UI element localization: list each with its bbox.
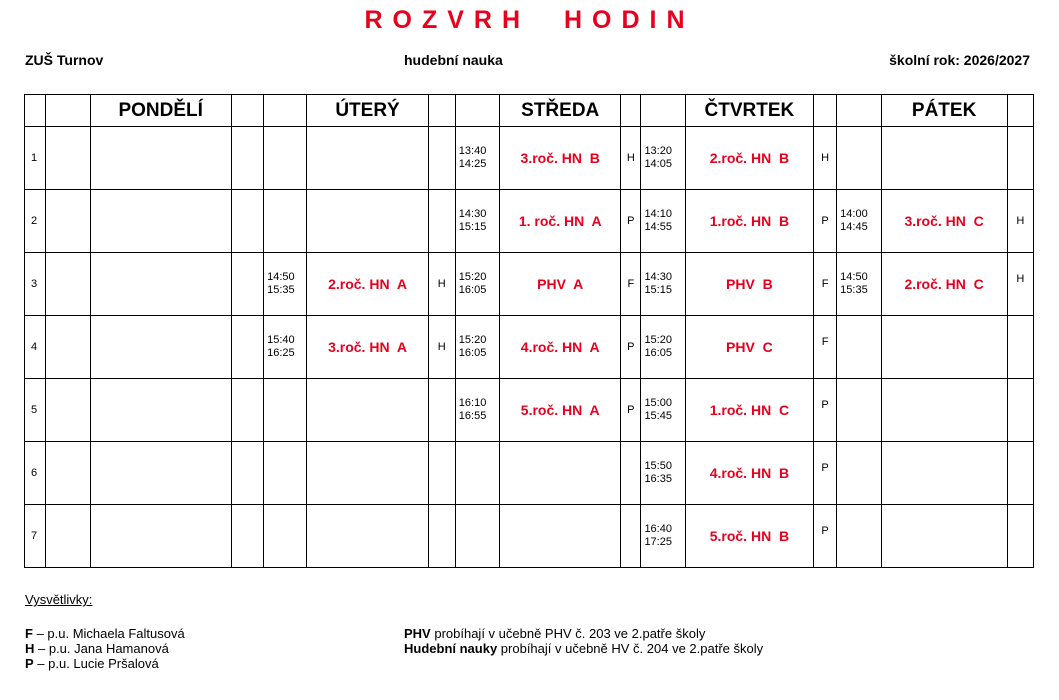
teacher-cell-thursday: P — [813, 505, 836, 568]
period-number: 5 — [25, 379, 46, 442]
note-bold: Hudební nauky — [404, 641, 498, 656]
legend-text: – p.u. Jana Hamanová — [34, 641, 169, 656]
start-time: 15:50 — [644, 460, 672, 472]
legend-code: F — [25, 626, 33, 641]
header-time-cell — [455, 95, 499, 127]
header-num-cell — [25, 95, 46, 127]
end-time: 14:55 — [644, 221, 672, 233]
end-time: 15:15 — [644, 284, 672, 296]
table-row — [25, 379, 1034, 442]
time-cell-wednesday — [455, 379, 499, 442]
page-title — [0, 4, 1059, 36]
teacher-cell-tuesday: H — [428, 253, 455, 316]
time-cell-wednesday — [455, 316, 499, 379]
teacher-cell-wednesday: P — [621, 316, 641, 379]
day-header-monday: PONDĚLÍ — [90, 95, 231, 127]
lesson-cell-tuesday: 2.roč. HN A — [307, 253, 428, 316]
end-time: 16:35 — [644, 473, 672, 485]
time-cell-wednesday — [455, 127, 499, 190]
legend-text: – p.u. Michaela Faltusová — [32, 626, 185, 641]
teacher-cell-tuesday — [428, 505, 455, 568]
header-teacher-cell — [621, 95, 641, 127]
legend-item — [25, 627, 185, 641]
time-cell-friday — [837, 379, 881, 442]
teacher-cell-tuesday — [428, 379, 455, 442]
end-time: 15:15 — [458, 221, 487, 233]
time-cell-monday — [46, 505, 90, 568]
lesson-cell-thursday: 4.roč. HN B — [685, 442, 813, 505]
lesson-cell-friday — [881, 316, 1007, 379]
table-row — [25, 442, 1034, 505]
lesson-cell-thursday: 1.roč. HN B — [685, 190, 813, 253]
lesson-cell-monday — [90, 253, 231, 316]
teacher-cell-wednesday: H — [621, 127, 641, 190]
teacher-cell-monday — [231, 505, 263, 568]
legend-note — [404, 642, 763, 656]
legend-item — [25, 657, 159, 671]
teacher-cell-monday — [231, 190, 263, 253]
end-time: 16:05 — [644, 347, 672, 359]
lesson-cell-wednesday: 1. roč. HN A — [500, 190, 621, 253]
time-cell-tuesday — [264, 379, 307, 442]
time-cell-thursday — [641, 505, 685, 568]
end-time: 15:35 — [267, 284, 295, 296]
period-number: 1 — [25, 127, 46, 190]
lesson-cell-thursday: 5.roč. HN B — [685, 505, 813, 568]
time-cell-thursday — [641, 127, 685, 190]
teacher-cell-friday — [1007, 442, 1033, 505]
time-cell-thursday — [641, 442, 685, 505]
start-time: 14:50 — [267, 271, 295, 283]
lesson-cell-wednesday: PHV A — [500, 253, 621, 316]
start-time: 14:50 — [840, 271, 868, 283]
header-time-cell — [641, 95, 685, 127]
start-time: 16:40 — [644, 523, 672, 535]
time-cell-tuesday — [264, 316, 307, 379]
teacher-cell-monday — [231, 379, 263, 442]
table-row — [25, 316, 1034, 379]
time-cell-friday — [837, 253, 881, 316]
time-cell-monday — [46, 190, 90, 253]
header-time-cell — [837, 95, 881, 127]
lesson-cell-thursday: PHV C — [685, 316, 813, 379]
time-cell-tuesday — [264, 190, 307, 253]
lesson-cell-friday — [881, 379, 1007, 442]
teacher-cell-thursday: F — [813, 316, 836, 379]
end-time: 16:55 — [458, 410, 487, 422]
time-cell-tuesday — [264, 442, 307, 505]
teacher-cell-thursday: F — [813, 253, 836, 316]
end-time: 16:05 — [458, 284, 487, 296]
teacher-cell-friday — [1007, 316, 1033, 379]
start-time: 14:10 — [644, 208, 672, 220]
lesson-cell-friday: 3.roč. HN C — [881, 190, 1007, 253]
note-text: probíhají v učebně PHV č. 203 ve 2.patře školy — [430, 626, 706, 641]
teacher-cell-wednesday: P — [621, 190, 641, 253]
lesson-cell-wednesday: 5.roč. HN A — [500, 379, 621, 442]
time-cell-monday — [46, 127, 90, 190]
time-cell-monday — [46, 316, 90, 379]
end-time: 14:25 — [458, 158, 487, 170]
start-time: 14:30 — [458, 208, 487, 220]
title-word-1: ROZVRH — [364, 6, 530, 34]
time-cell-wednesday — [455, 442, 499, 505]
legend-code: P — [25, 656, 34, 671]
teacher-cell-tuesday — [428, 127, 455, 190]
lesson-cell-tuesday — [307, 127, 428, 190]
header-teacher-cell — [428, 95, 455, 127]
lesson-cell-thursday: 2.roč. HN B — [685, 127, 813, 190]
school-name: ZUŠ Turnov — [25, 52, 104, 68]
lesson-cell-wednesday: 3.roč. HN B — [500, 127, 621, 190]
time-cell-friday — [837, 442, 881, 505]
day-header-friday: PÁTEK — [881, 95, 1007, 127]
start-time: 15:20 — [458, 271, 487, 283]
teacher-cell-friday: H — [1007, 190, 1033, 253]
teacher-cell-friday — [1007, 505, 1033, 568]
time-cell-wednesday — [455, 505, 499, 568]
teacher-cell-thursday: P — [813, 442, 836, 505]
time-cell-wednesday — [455, 253, 499, 316]
period-number: 2 — [25, 190, 46, 253]
period-number: 4 — [25, 316, 46, 379]
lesson-cell-monday — [90, 190, 231, 253]
lesson-cell-tuesday — [307, 379, 428, 442]
time-cell-thursday — [641, 190, 685, 253]
start-time: 14:00 — [840, 208, 868, 220]
header-time-cell — [264, 95, 307, 127]
lesson-cell-monday — [90, 127, 231, 190]
time-cell-monday — [46, 379, 90, 442]
time-cell-friday — [837, 316, 881, 379]
teacher-cell-thursday: P — [813, 190, 836, 253]
start-time: 14:30 — [644, 271, 672, 283]
day-header-row — [25, 95, 1034, 127]
start-time: 16:10 — [458, 397, 487, 409]
table-row — [25, 253, 1034, 316]
lesson-cell-friday — [881, 127, 1007, 190]
teacher-cell-thursday: H — [813, 127, 836, 190]
lesson-cell-monday — [90, 505, 231, 568]
end-time: 17:25 — [644, 536, 672, 548]
day-header-wednesday: STŘEDA — [500, 95, 621, 127]
end-time: 16:25 — [267, 347, 295, 359]
lesson-cell-thursday: 1.roč. HN C — [685, 379, 813, 442]
lesson-cell-friday — [881, 442, 1007, 505]
lesson-cell-tuesday — [307, 442, 428, 505]
time-cell-friday — [837, 190, 881, 253]
period-number: 7 — [25, 505, 46, 568]
lesson-cell-monday — [90, 316, 231, 379]
lesson-cell-tuesday — [307, 190, 428, 253]
time-cell-thursday — [641, 253, 685, 316]
time-cell-tuesday — [264, 505, 307, 568]
teacher-cell-thursday: P — [813, 379, 836, 442]
start-time: 13:40 — [458, 145, 487, 157]
lesson-cell-wednesday — [500, 442, 621, 505]
start-time: 15:00 — [644, 397, 672, 409]
table-row — [25, 190, 1034, 253]
note-bold: PHV — [404, 626, 431, 641]
title-word-2: HODIN — [564, 6, 695, 34]
table-row — [25, 127, 1034, 190]
start-time: 13:20 — [644, 145, 672, 157]
lesson-cell-wednesday — [500, 505, 621, 568]
legend-item — [25, 642, 169, 656]
legend-title: Vysvětlivky: — [25, 592, 93, 607]
schedule-table — [24, 94, 1034, 568]
time-cell-wednesday — [455, 190, 499, 253]
lesson-cell-wednesday: 4.roč. HN A — [500, 316, 621, 379]
teacher-cell-tuesday — [428, 190, 455, 253]
teacher-cell-friday — [1007, 127, 1033, 190]
subject-name: hudební nauka — [404, 52, 503, 68]
time-cell-tuesday — [264, 253, 307, 316]
school-year: školní rok: 2026/2027 — [889, 52, 1030, 68]
start-time: 15:40 — [267, 334, 295, 346]
time-cell-tuesday — [264, 127, 307, 190]
period-number: 6 — [25, 442, 46, 505]
time-cell-friday — [837, 127, 881, 190]
end-time: 15:45 — [644, 410, 672, 422]
teacher-cell-friday: H — [1007, 253, 1033, 316]
end-time: 14:05 — [644, 158, 672, 170]
header-teacher-cell — [1007, 95, 1033, 127]
table-row — [25, 505, 1034, 568]
start-time: 15:20 — [644, 334, 672, 346]
legend-code: H — [25, 641, 35, 656]
time-cell-thursday — [641, 379, 685, 442]
teacher-cell-monday — [231, 253, 263, 316]
teacher-cell-tuesday: H — [428, 316, 455, 379]
start-time: 15:20 — [458, 334, 487, 346]
end-time: 16:05 — [458, 347, 487, 359]
lesson-cell-tuesday: 3.roč. HN A — [307, 316, 428, 379]
note-text: probíhají v učebně HV č. 204 ve 2.patře školy — [497, 641, 764, 656]
legend-text: – p.u. Lucie Pršalová — [33, 656, 159, 671]
teacher-cell-tuesday — [428, 442, 455, 505]
day-header-tuesday: ÚTERÝ — [307, 95, 428, 127]
teacher-cell-wednesday: F — [621, 253, 641, 316]
teacher-cell-wednesday — [621, 442, 641, 505]
time-cell-friday — [837, 505, 881, 568]
schedule-body — [25, 127, 1034, 568]
header-time-cell — [46, 95, 90, 127]
header-teacher-cell — [813, 95, 836, 127]
legend-note — [404, 627, 705, 641]
lesson-cell-monday — [90, 379, 231, 442]
lesson-cell-thursday: PHV B — [685, 253, 813, 316]
teacher-cell-wednesday: P — [621, 379, 641, 442]
time-cell-thursday — [641, 316, 685, 379]
day-header-thursday: ČTVRTEK — [685, 95, 813, 127]
lesson-cell-friday — [881, 505, 1007, 568]
teacher-cell-monday — [231, 316, 263, 379]
period-number: 3 — [25, 253, 46, 316]
time-cell-monday — [46, 253, 90, 316]
teacher-cell-monday — [231, 127, 263, 190]
time-cell-monday — [46, 442, 90, 505]
header-teacher-cell — [231, 95, 263, 127]
teacher-cell-monday — [231, 442, 263, 505]
teacher-cell-friday — [1007, 379, 1033, 442]
lesson-cell-tuesday — [307, 505, 428, 568]
teacher-cell-wednesday — [621, 505, 641, 568]
lesson-cell-friday: 2.roč. HN C — [881, 253, 1007, 316]
end-time: 14:45 — [840, 221, 868, 233]
lesson-cell-monday — [90, 442, 231, 505]
end-time: 15:35 — [840, 284, 868, 296]
